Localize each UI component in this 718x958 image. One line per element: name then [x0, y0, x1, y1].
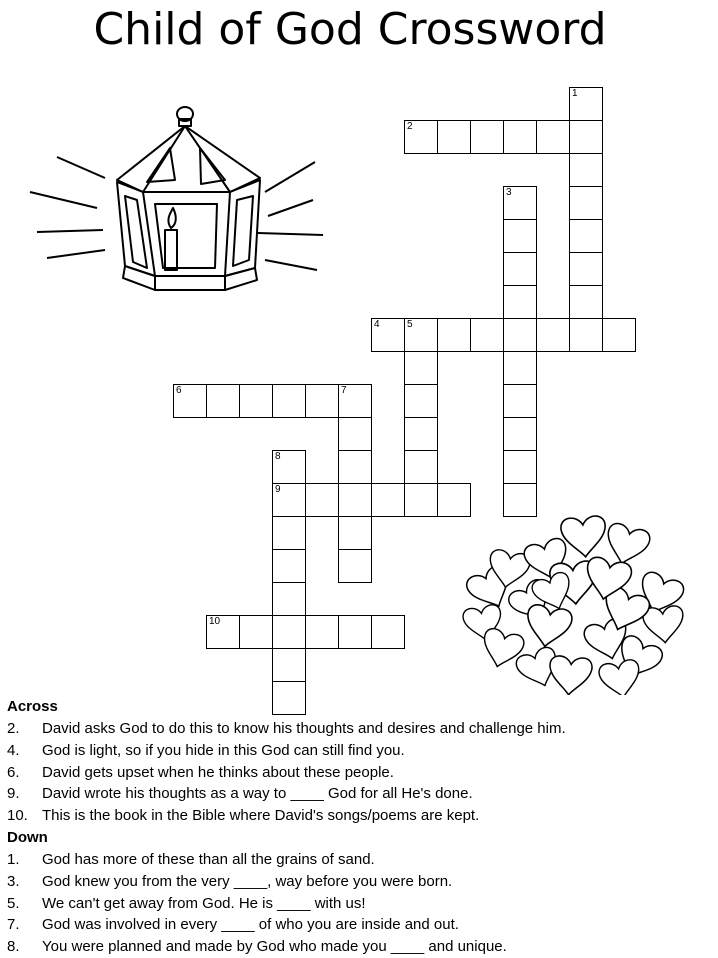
crossword-cell[interactable]	[536, 318, 570, 352]
crossword-cell[interactable]	[536, 120, 570, 154]
clue-number: 10.	[7, 807, 28, 825]
clue-number: 8.	[7, 938, 20, 956]
clue-number: 7.	[7, 916, 20, 934]
crossword-cell[interactable]	[272, 648, 306, 682]
crossword-cell[interactable]	[272, 549, 306, 583]
clue-number: 5.	[7, 894, 20, 912]
clue-text: This is the book in the Bible where David's songs/poems are kept.	[42, 807, 480, 825]
crossword-cell[interactable]	[206, 615, 240, 649]
crossword-cell[interactable]	[503, 450, 537, 484]
crossword-cell[interactable]	[272, 450, 306, 484]
crossword-cell[interactable]	[569, 186, 603, 220]
crossword-cell[interactable]	[404, 384, 438, 418]
clue-text: You were planned and made by God who made you ____ and unique.	[42, 938, 507, 956]
crossword-cell[interactable]	[503, 219, 537, 253]
crossword-cell[interactable]	[470, 318, 504, 352]
crossword-cell[interactable]	[173, 384, 207, 418]
crossword-cell[interactable]	[503, 351, 537, 385]
clue-number: 1.	[7, 850, 20, 868]
crossword-cell[interactable]	[503, 318, 537, 352]
crossword-cell[interactable]	[569, 285, 603, 319]
across-clue	[7, 762, 707, 784]
cell-number: 5	[407, 319, 413, 330]
crossword-cell[interactable]	[569, 153, 603, 187]
crossword-cell[interactable]	[404, 120, 438, 154]
crossword-cell[interactable]	[272, 516, 306, 550]
crossword-cell[interactable]	[470, 120, 504, 154]
cell-number: 4	[374, 319, 380, 330]
crossword-cell[interactable]	[503, 417, 537, 451]
clue-number: 2.	[7, 720, 20, 737]
crossword-cell[interactable]	[338, 615, 372, 649]
across-clue	[7, 805, 707, 827]
crossword-cell[interactable]	[272, 483, 306, 517]
crossword-cell[interactable]	[305, 384, 339, 418]
crossword-cell[interactable]	[404, 450, 438, 484]
crossword-cell[interactable]	[503, 384, 537, 418]
clue-text: David wrote his thoughts as a way to ____ God for all He's done.	[42, 785, 473, 803]
crossword-cell[interactable]	[569, 120, 603, 154]
clue-text: God is light, so if you hide in this God can still find you.	[42, 741, 405, 759]
down-clue	[7, 871, 707, 893]
crossword-cell[interactable]	[404, 318, 438, 352]
crossword-cell[interactable]	[503, 186, 537, 220]
down-clue	[7, 893, 707, 915]
crossword-cell[interactable]	[206, 384, 240, 418]
crossword-cell[interactable]	[272, 615, 306, 649]
crossword-cell[interactable]	[371, 318, 405, 352]
crossword-cell[interactable]	[404, 417, 438, 451]
crossword-cell[interactable]	[569, 318, 603, 352]
crossword-cell[interactable]	[437, 483, 471, 517]
clue-text: We can't get away from God. He is ____ with us!	[42, 894, 366, 912]
crossword-cell[interactable]	[503, 483, 537, 517]
crossword-cell[interactable]	[371, 615, 405, 649]
hearts-illustration	[452, 500, 697, 695]
crossword-cell[interactable]	[371, 483, 405, 517]
crossword-cell[interactable]	[272, 582, 306, 616]
crossword-cell[interactable]	[569, 252, 603, 286]
crossword-cell[interactable]	[569, 219, 603, 253]
clue-text: David asks God to do this to know his thoughts and desires and challenge him.	[42, 720, 566, 737]
cell-number: 8	[275, 451, 281, 462]
cell-number: 6	[176, 385, 182, 396]
down-clue	[7, 936, 707, 958]
crossword-cell[interactable]	[272, 384, 306, 418]
cell-number: 2	[407, 121, 413, 132]
crossword-cell[interactable]	[503, 285, 537, 319]
lantern-illustration	[25, 100, 325, 315]
clue-text: God was involved in every ____ of who you are inside and out.	[42, 916, 459, 934]
across-heading: Across	[7, 698, 58, 715]
crossword-cell[interactable]	[503, 252, 537, 286]
crossword-cell[interactable]	[602, 318, 636, 352]
crossword-cell[interactable]	[437, 318, 471, 352]
crossword-cell[interactable]	[503, 120, 537, 154]
clue-text: David gets upset when he thinks about these people.	[42, 763, 394, 781]
cell-number: 9	[275, 484, 281, 495]
down-heading: Down	[7, 828, 48, 846]
crossword-cell[interactable]	[338, 417, 372, 451]
crossword-cell[interactable]	[338, 450, 372, 484]
cell-number: 10	[209, 616, 221, 627]
clue-number: 3.	[7, 872, 20, 890]
across-clue	[7, 740, 707, 762]
crossword-cell[interactable]	[338, 483, 372, 517]
clue-number: 4.	[7, 741, 20, 759]
across-clue	[7, 783, 707, 805]
crossword-cell[interactable]	[437, 120, 471, 154]
crossword-cell[interactable]	[338, 384, 372, 418]
cell-number: 7	[341, 385, 347, 396]
clue-number: 6.	[7, 763, 20, 781]
crossword-cell[interactable]	[338, 549, 372, 583]
crossword-cell[interactable]	[404, 351, 438, 385]
across-clue	[7, 718, 707, 740]
crossword-cell[interactable]	[239, 615, 273, 649]
crossword-cell[interactable]	[338, 516, 372, 550]
cell-number: 3	[506, 187, 512, 198]
clue-text: God knew you from the very ____, way before you were born.	[42, 872, 453, 890]
cell-number: 1	[572, 88, 578, 99]
clues-section	[7, 696, 707, 958]
page-title: Child of God Crossword	[93, 4, 607, 55]
clue-number: 9.	[7, 785, 20, 803]
crossword-cell[interactable]	[239, 384, 273, 418]
clue-text: God has more of these than all the grains of sand.	[42, 850, 375, 868]
crossword-cell[interactable]	[305, 483, 339, 517]
crossword-cell[interactable]	[404, 483, 438, 517]
down-clue	[7, 849, 707, 871]
crossword-cell[interactable]	[305, 615, 339, 649]
crossword-cell[interactable]	[569, 87, 603, 121]
down-clue	[7, 914, 707, 936]
